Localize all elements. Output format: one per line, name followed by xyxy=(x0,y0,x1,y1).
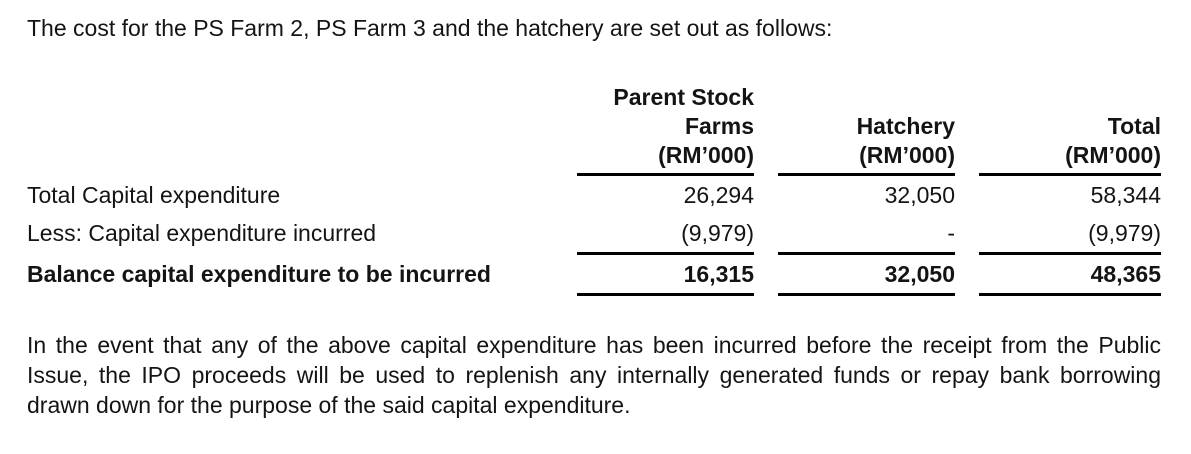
value-cell: 32,050 xyxy=(778,255,955,296)
column-header-label: Hatchery xyxy=(856,113,955,139)
column-header-label: Parent Stock Farms xyxy=(613,84,754,139)
intro-paragraph: The cost for the PS Farm 2, PS Farm 3 and the hatchery are set out as follows: xyxy=(27,15,833,41)
value-cell: - xyxy=(778,214,955,255)
row-label-total-capital-expenditure: Total Capital expenditure xyxy=(27,182,281,208)
column-header-unit: (RM’000) xyxy=(1065,142,1161,168)
column-header-unit: (RM’000) xyxy=(658,142,754,168)
value-cell: 58,344 xyxy=(1090,182,1161,208)
value-cell: (9,979) xyxy=(979,214,1161,255)
column-header-label: Total xyxy=(1107,113,1161,139)
capital-expenditure-table xyxy=(27,83,1161,296)
column-header-hatchery xyxy=(778,83,955,176)
value-cell: 26,294 xyxy=(683,182,754,208)
column-header-parent-stock-farms xyxy=(577,83,754,176)
footer-paragraph: In the event that any of the above capital expenditure has been incurred before the receipt from the Public Issue, the IPO proceeds will be used to replenish any internally generated funds or repay bank borrowing drawn down for the purpose of the said capital expenditure. xyxy=(27,332,1161,418)
value-cell: (9,979) xyxy=(577,214,754,255)
column-header-total xyxy=(979,83,1161,176)
column-header-unit: (RM’000) xyxy=(859,142,955,168)
value-cell: 48,365 xyxy=(979,255,1161,296)
row-label-balance-capital-expenditure: Balance capital expenditure to be incurred xyxy=(27,261,491,287)
row-label-less-capital-expenditure-incurred: Less: Capital expenditure incurred xyxy=(27,220,377,246)
value-cell: 16,315 xyxy=(577,255,754,296)
header-spacer-cell xyxy=(27,83,553,176)
value-cell: 32,050 xyxy=(884,182,955,208)
